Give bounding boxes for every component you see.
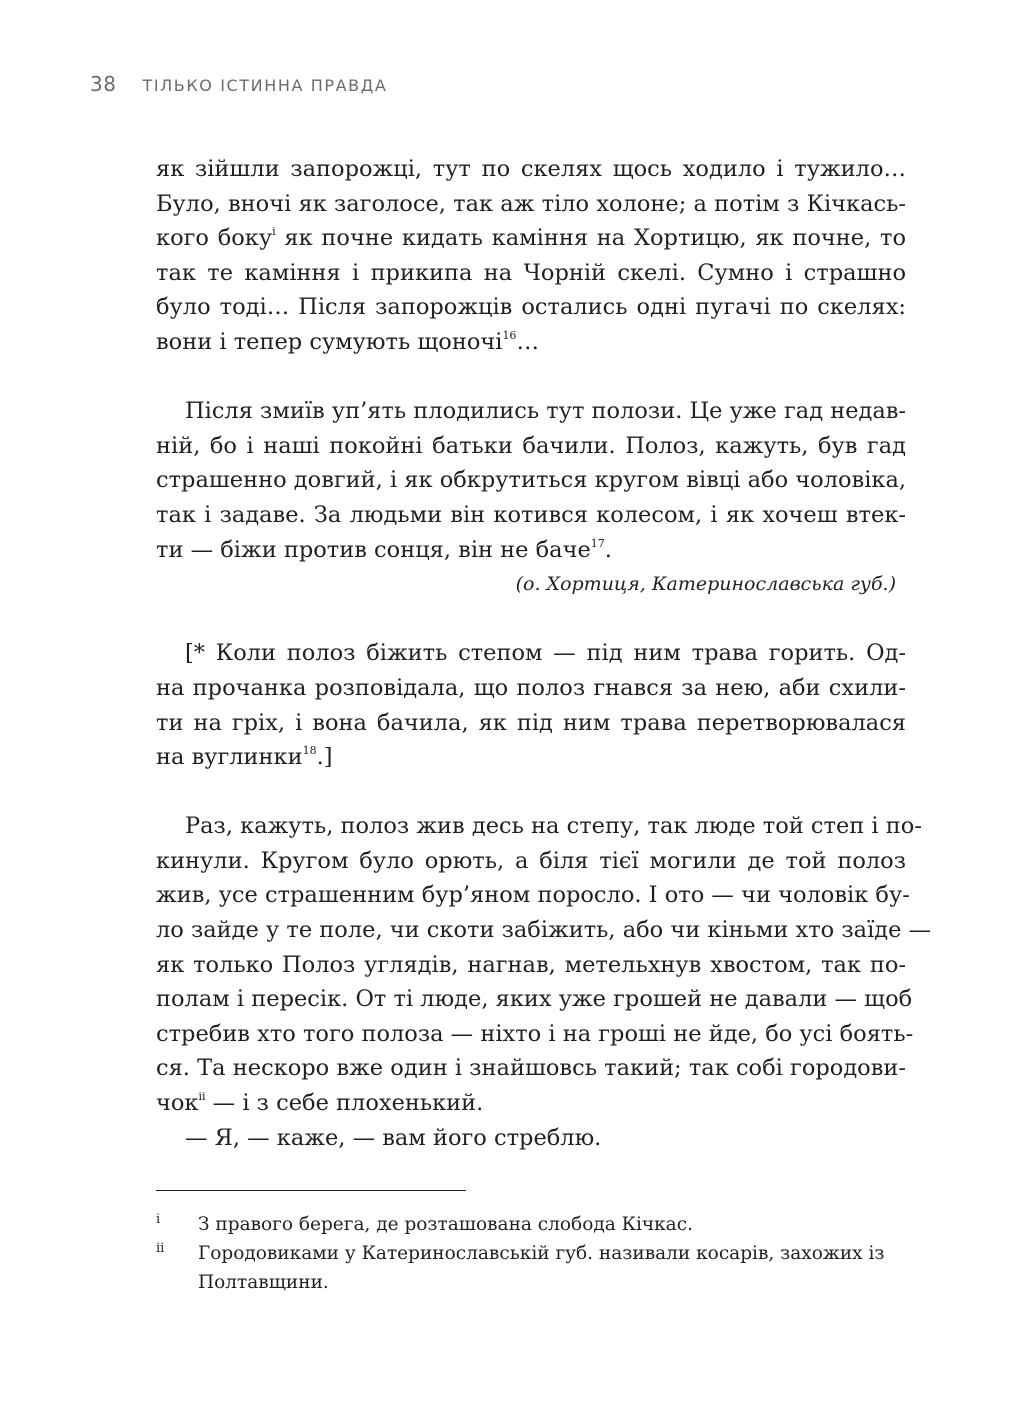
footnote-reference: ii — [198, 1090, 206, 1104]
text-line: Після змиїв уп’ять плодились тут полози. Це уже гад недав- — [185, 398, 907, 425]
footnote — [156, 1210, 906, 1239]
text-fragment: на вуглинки — [156, 744, 303, 771]
text-fragment: вони і тепер сумують щоночі — [156, 328, 503, 355]
text-line: кинули. Кругом було орють, а біля тієї могили де той полоз — [156, 847, 906, 874]
text-line: як только Полоз углядів, нагнав, метельхнув хвостом, так по- — [156, 951, 906, 978]
text-line: ло зайде у те поле, чи скоти забіжить, або чи кіньми хто заїде — — [156, 917, 932, 944]
text-line — [156, 1086, 906, 1121]
text-line: жив, усе страшенним бур’яном поросло. І ото — чи чоловік бу- — [156, 882, 910, 909]
footnote-reference: i — [272, 225, 276, 239]
text-line — [156, 740, 906, 775]
text-line: [* Коли полоз біжить степом — під ним трава горить. Од- — [185, 640, 906, 667]
paragraph-gap — [156, 775, 906, 810]
footnotes — [156, 1210, 906, 1297]
running-title: ТІЛЬКО ІСТИННА ПРАВДА — [142, 76, 388, 95]
footnote-text: З правого берега, де розташована слобода Кічкас. — [198, 1214, 693, 1235]
text-line: ній, бо і наші покойні батьки бачили. Полоз, кажуть, був гад — [156, 432, 906, 459]
text-fragment: . — [604, 536, 612, 563]
paragraph-1 — [156, 152, 906, 360]
dialogue-line: — Я, — каже, — вам його стреблю. — [185, 1124, 602, 1151]
text-line: було тоді… Після запорожців остались одні пугачі по скелях: — [156, 294, 906, 321]
text-line: стребив хто того полоза — ніхто і на гроші не йде, бо усі боять- — [156, 1020, 914, 1047]
endnote-reference: 16 — [502, 328, 517, 342]
text-line: так і задаве. За людьми він котився колесом, і як хочеш втек- — [156, 501, 906, 528]
page-number: 38 — [90, 72, 117, 96]
text-line: так те каміння і прикипа на Чорній скелі. Сумно і страшно — [156, 259, 906, 286]
source-attribution: (о. Хортиця, Катеринославська губ.) — [515, 573, 896, 596]
endnote-reference: 18 — [302, 744, 317, 758]
paragraph-3 — [156, 636, 906, 774]
text-line: Було, вночі як заголосе, так аж тіло холоне; а потім з Кічкась- — [156, 190, 906, 217]
footnote-text: Городовиками у Катеринославській губ. називали косарів, захожих із Полтавщини. — [198, 1243, 885, 1293]
footnote-marker: ii — [156, 1241, 165, 1256]
text-line — [156, 221, 906, 256]
running-header — [90, 72, 387, 102]
text-line: ся. Та нескоро вже один і знайшовсь такий; так собі городови- — [156, 1055, 906, 1082]
text-line: на прочанка розповідала, що полоз гнався за нею, аби схили- — [156, 674, 906, 701]
text-fragment: — і з себе плохенький. — [205, 1090, 484, 1117]
text-fragment: ти — біжи против сонця, він не баче — [156, 536, 591, 563]
paragraph-2 — [156, 394, 906, 602]
text-line: ти на гріх, і вона бачила, як під ним трава перетворювалася — [156, 709, 906, 736]
footnote-divider — [156, 1190, 466, 1191]
text-fragment: .] — [316, 744, 333, 771]
text-line: страшенно довгий, і як обкрутиться кругом вівці або чоловіка, — [156, 467, 907, 494]
paragraph-gap — [156, 360, 906, 395]
text-line: полам і пересік. От ті люде, яких уже грошей не давали — щоб — [156, 986, 913, 1013]
text-fragment: як почне кидать каміння на Хортицю, як почне, то — [275, 225, 907, 252]
paragraph-4 — [156, 809, 932, 1155]
text-line — [156, 533, 906, 568]
text-fragment: кого боку — [156, 225, 273, 252]
text-line: Раз, кажуть, полоз жив десь на степу, так люде той степ і по- — [185, 813, 922, 840]
footnote-marker: i — [156, 1212, 161, 1227]
body-text — [156, 152, 932, 1155]
text-line — [156, 325, 906, 360]
text-fragment: … — [516, 328, 539, 355]
endnote-reference: 17 — [590, 536, 605, 550]
paragraph-gap — [156, 602, 906, 637]
text-line: як зійшли запорожці, тут по скелях щось ходило і тужило… — [156, 156, 906, 182]
text-fragment: чок — [156, 1090, 199, 1117]
footnote — [156, 1239, 906, 1297]
